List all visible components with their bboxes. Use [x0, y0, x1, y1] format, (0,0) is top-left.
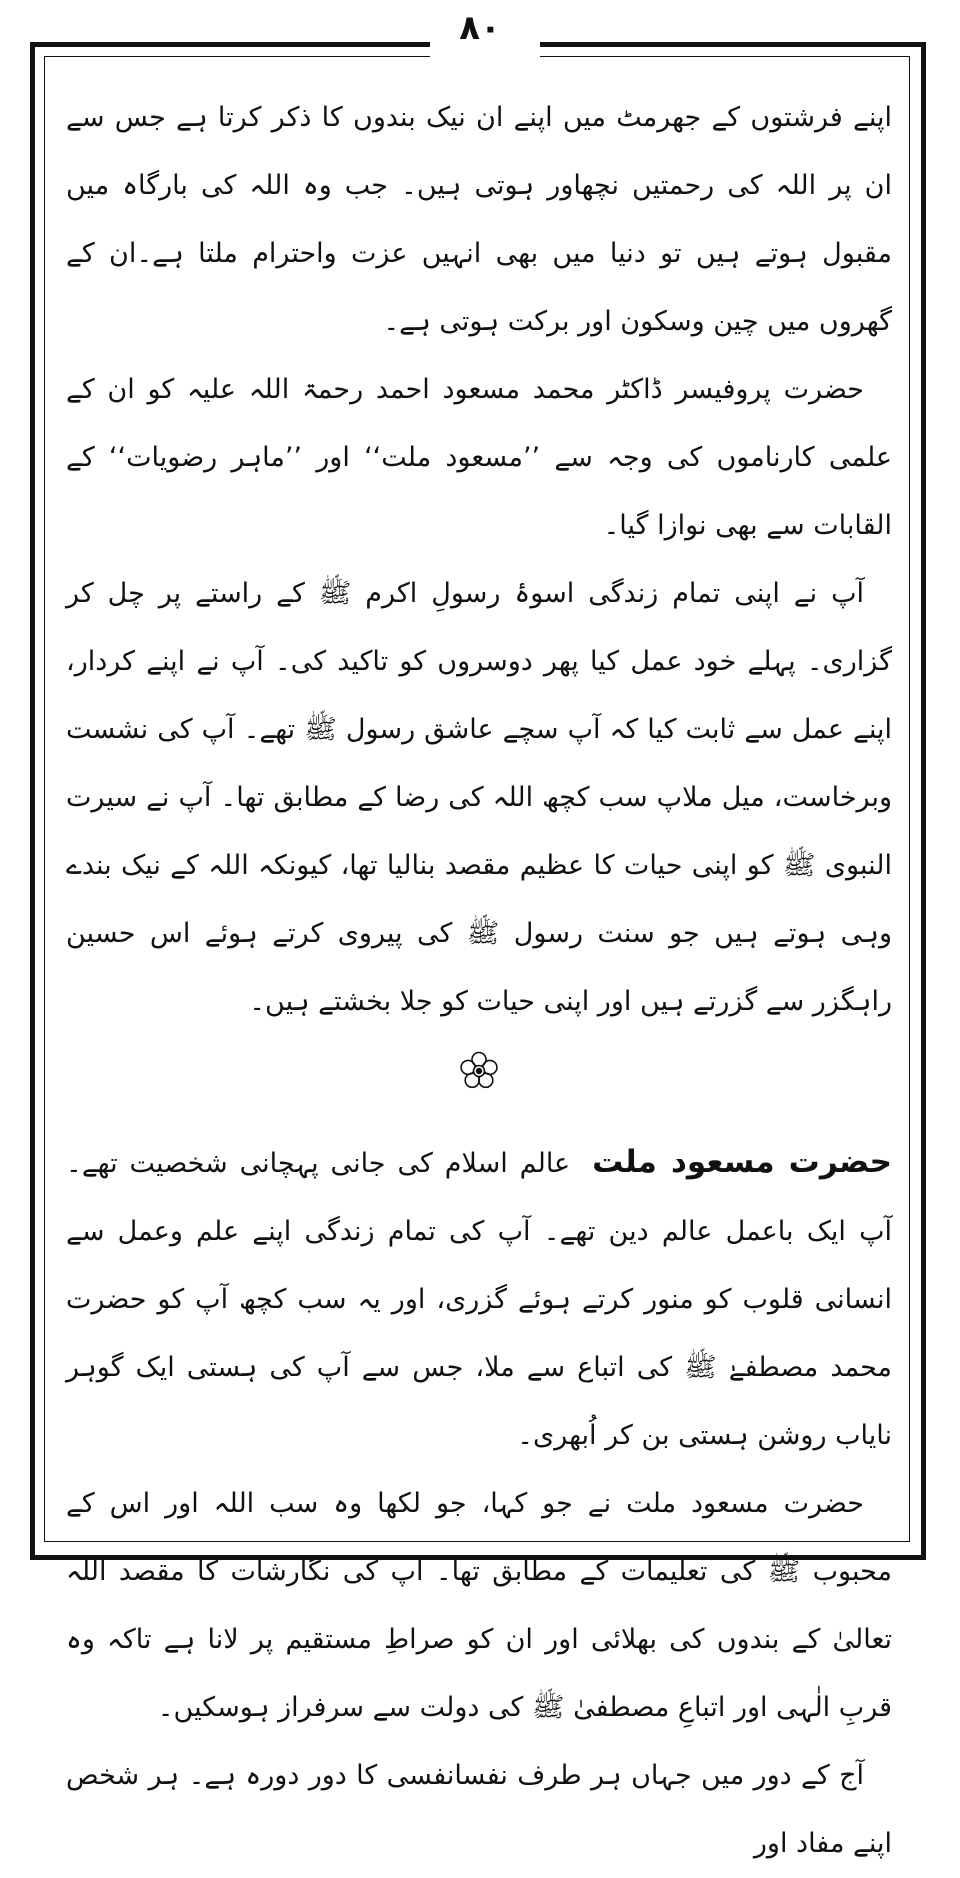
flower-divider [66, 1036, 892, 1106]
paragraph-2: حضرت پروفیسر ڈاکٹر محمد مسعود احمد رحمۃ اللہ علیہ کو ان کے علمی کارناموں کی وجہ سے ’’مسعود ملت‘‘ اور ’’ماہر رضویات‘‘ کے القابات سے بھی نوازا گیا۔ [66, 374, 892, 541]
paragraph-3: آپ نے اپنی تمام زندگی اسوۂ رسولِ اکرم ﷺ کے راستے پر چل کر گزاری۔ پہلے خود عمل کیا پھر دوسروں کو تاکید کی۔ آپ نے اپنے کردار، اپنے عمل سے ثابت کیا کہ آپ سچے عاشق رسول ﷺ تھے۔ آپ کی نشست وبرخاست، میل ملاپ سب کچھ اللہ کی رضا کے مطابق تھا۔ آپ نے سیرت النبوی ﷺ کو اپنی حیات کا عظیم مقصد بنالیا تھا، کیونکہ اللہ کے نیک بندے وہی ہوتے ہیں جو سنت رسول ﷺ کی پیروی کرتے ہوئے اس حسین راہگزر سے گزرتے ہیں اور اپنی حیات کو جلا بخشتے ہیں۔ [66, 578, 892, 1017]
page-number: ۸۰ [459, 8, 501, 48]
page-content [66, 84, 892, 1859]
section-intro-paragraph [66, 1128, 892, 1470]
section-intro-text: عالم اسلام کی جانی پہچانی شخصیت تھے۔آپ ایک باعمل عالم دین تھے۔ آپ کی تمام زندگی اپنے علم وعمل سے انسانی قلوب کو منور کرتے ہوئے گزری، اور یہ سب کچھ آپ کو حضرت محمد مصطفےٰ ﷺ کی اتباع سے ملا، جس سے آپ کی ہستی ایک گوہر نایاب روشن ہستی بن کر اُبھری۔ [66, 1148, 892, 1451]
section-paragraph-3: آج کے دور میں جہاں ہر طرف نفسانفسی کا دور دورہ ہے۔ ہر شخص اپنے مفاد اور [66, 1760, 892, 1859]
paragraph-1: اپنے فرشتوں کے جھرمٹ میں اپنے ان نیک بندوں کا ذکر کرتا ہے جس سے ان پر اللہ کی رحمتیں نچھاور ہوتی ہیں۔ جب وہ اللہ کی بارگاہ میں مقبول ہوتے ہیں تو دنیا میں بھی انہیں عزت واحترام ملتا ہے۔ان کے گھروں میں چین وسکون اور برکت ہوتی ہے۔ [66, 102, 892, 337]
flower-ornament-icon [456, 1048, 502, 1094]
section-paragraph-2: حضرت مسعود ملت نے جو کہا، جو لکھا وہ سب اللہ اور اس کے محبوب ﷺ کی تعلیمات کے مطابق تھا۔ آپ کی نگارشات کا مقصد اللہ تعالیٰ کے بندوں کی بھلائی اور ان کو صراطِ مستقیم پر لانا ہے تاکہ وہ قربِ الٰہی اور اتباعِ مصطفیٰ ﷺ کی دولت سے سرفراز ہوسکیں۔ [66, 1488, 892, 1723]
section-heading: حضرت مسعود ملت [592, 1144, 892, 1180]
